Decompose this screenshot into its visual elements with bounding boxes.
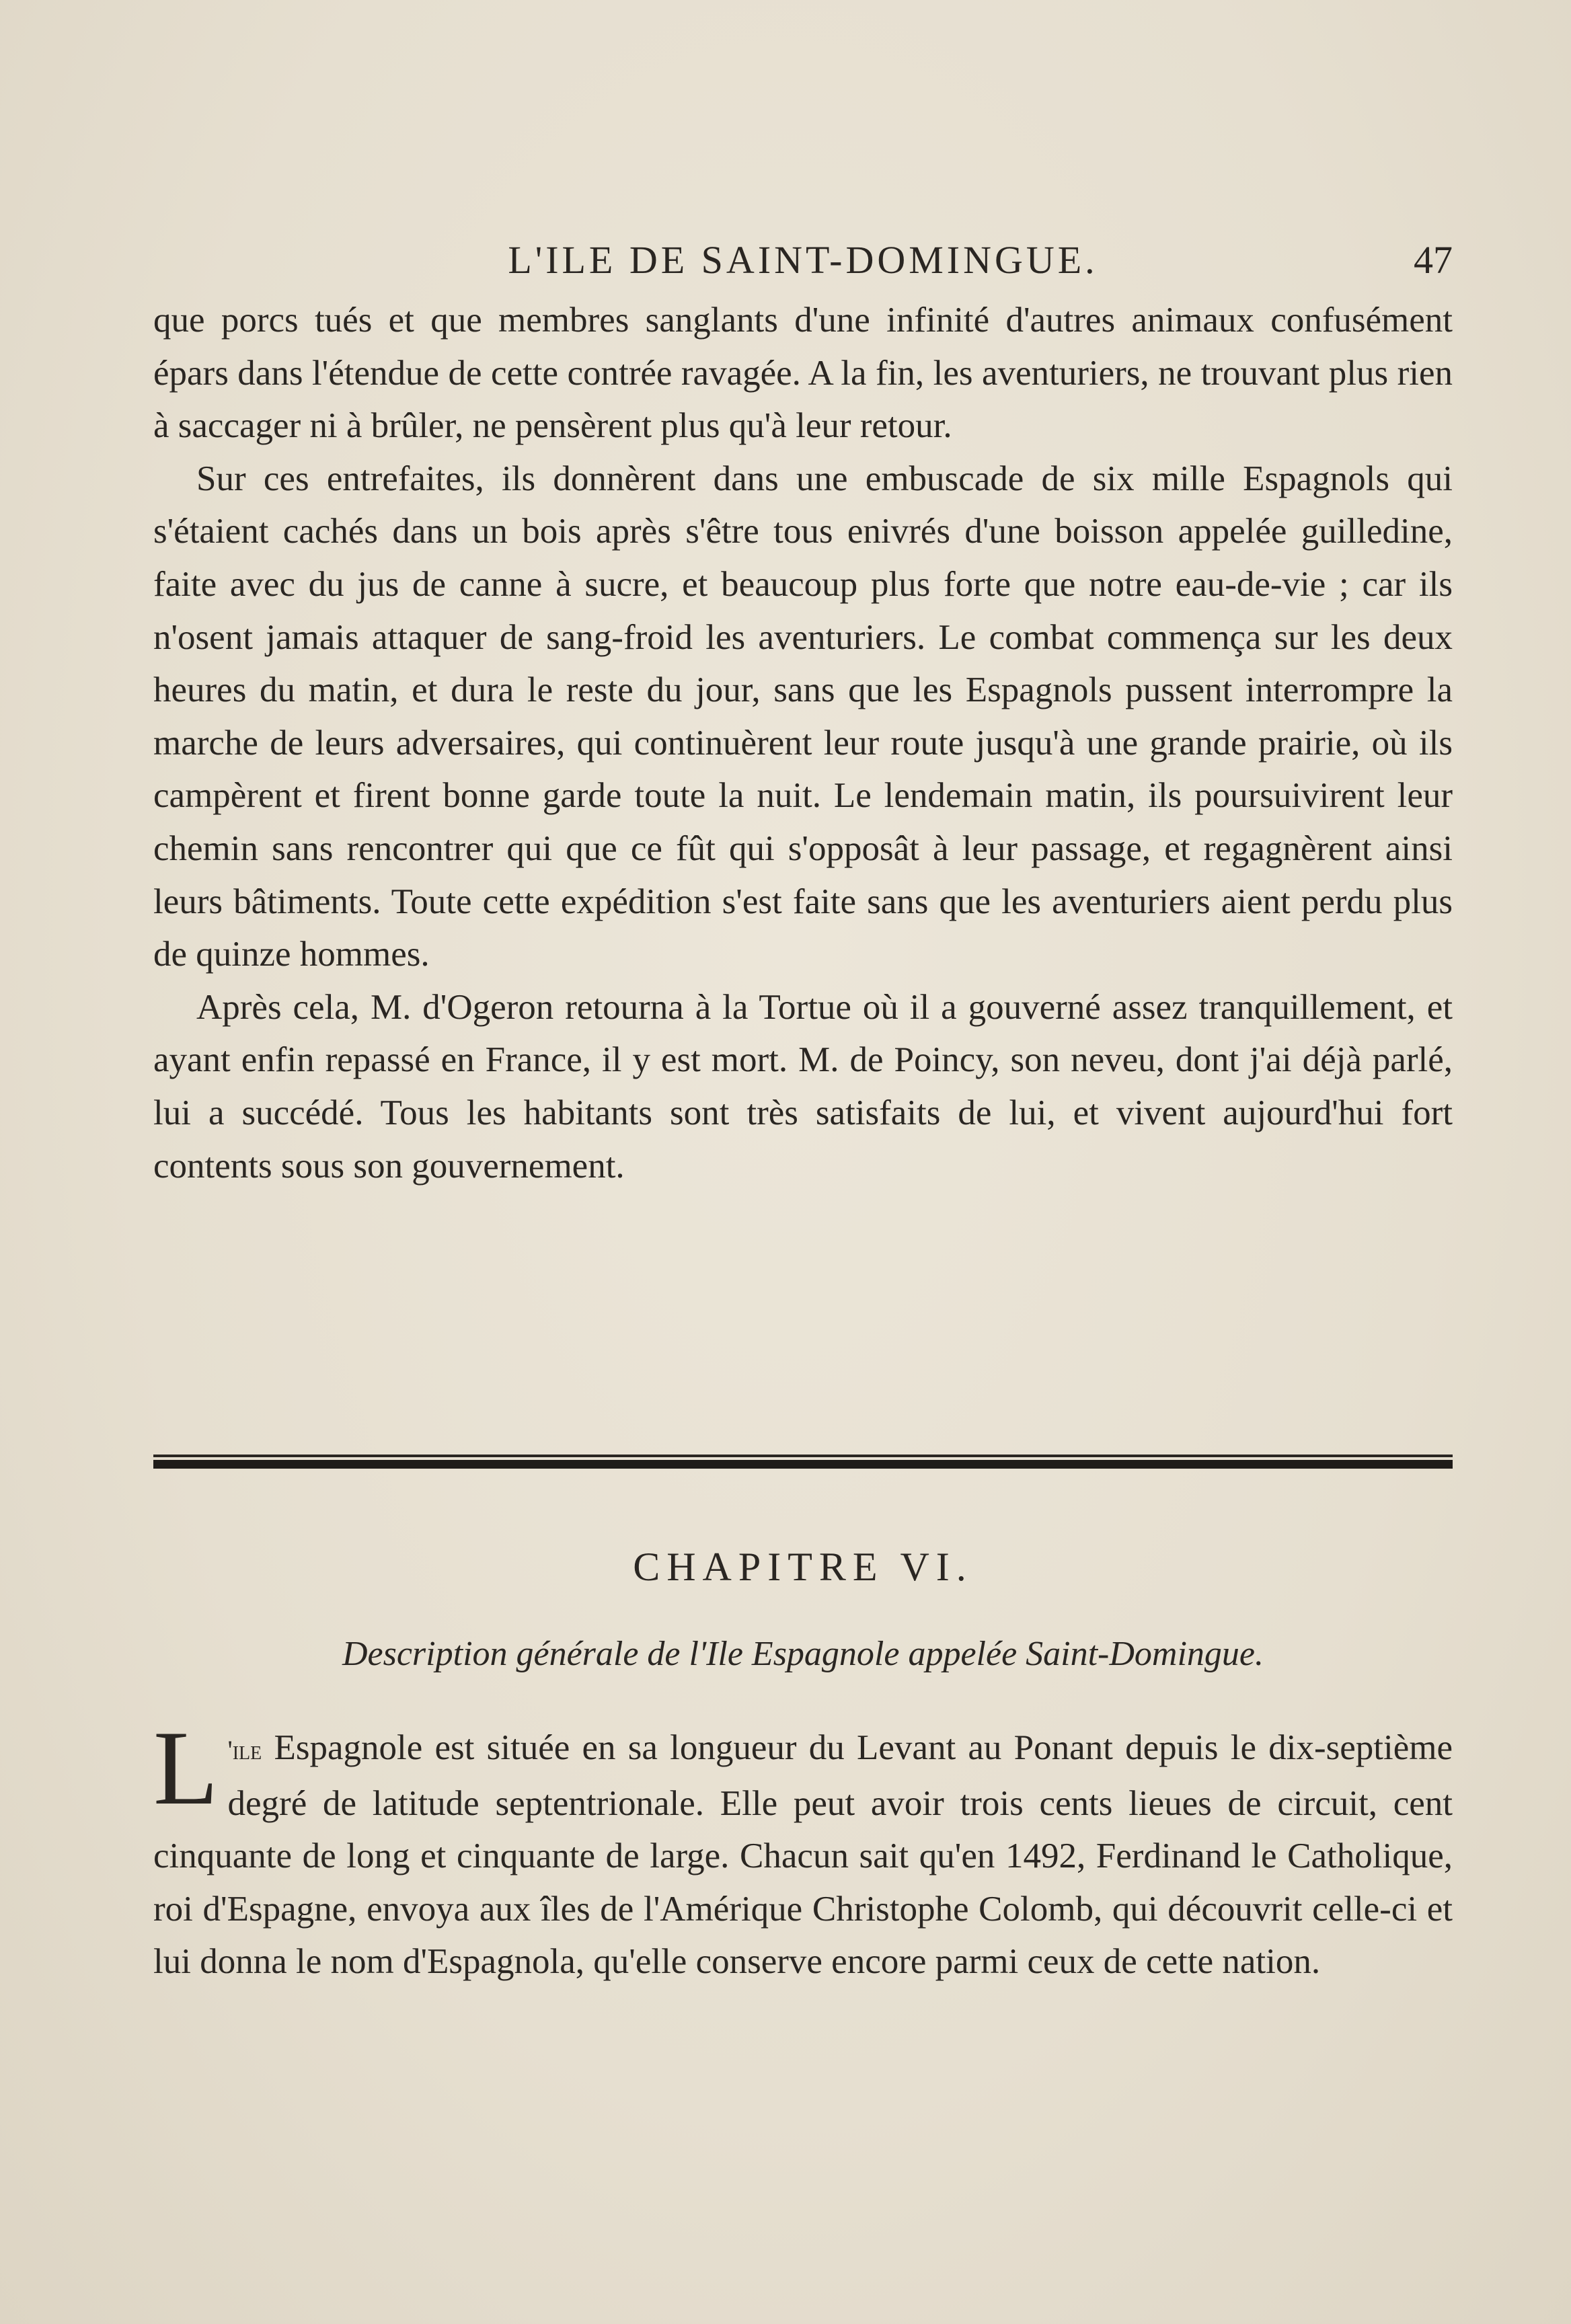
text-block (153, 294, 1453, 1192)
first-word: 'ile (227, 1735, 262, 1765)
paragraph-ogeron: Après cela, M. d'Ogeron retourna à la Tortue où il a gouverné assez tranquillement, et ayant enfin repassé en France, il y est mort. M. de Poincy, son neveu, dont j'ai déjà parlé, lui a succédé. Tous les habitants sont très satisfaits de lui, et vivent aujourd'hui fort contents sous son gouvernement. (153, 987, 1453, 1186)
running-head (153, 237, 1453, 284)
chapter-body (153, 1709, 1453, 1988)
chapter-title: CHAPITRE VI. (633, 1545, 973, 1589)
chapter-body-text: Espagnole est située en sa longueur du Levant au Ponant depuis le dix-septième degré de latitude septentrionale. Elle peut avoir trois cents lieues de circuit, cent cinquante de long et cinquante de large. Chacun sait qu'en 1492, Ferdinand le Catholique, roi d'Espagne, envoya aux îles de l'Amérique Christophe Colomb, qui découvrit celle-ci et lui donna le nom d'Espagnola, qu'elle conserve encore parmi ceux de cette nation. (153, 1728, 1453, 1982)
chapter-paragraph (153, 1709, 1453, 1988)
drop-cap: L (153, 1709, 219, 1827)
paragraph-ambush: Sur ces entrefaites, ils donnèrent dans une embuscade de six mille Espagnols qui s'étaient cachés dans un bois après s'être tous enivrés d'une boisson appelée guilledine, faite avec du jus de canne à sucre, et beaucoup plus forte que notre eau-de-vie ; car ils n'osent jamais attaquer de sang-froid les aventuriers. Le combat commença sur les deux heures du matin, et dura le reste du jour, sans que les Espagnols pussent interrompre la marche de leurs adversaires, qui continuèrent leur route jusqu'à une grande prairie, où ils campèrent et firent bonne garde toute la nuit. Le lendemain matin, ils poursuivirent leur chemin sans rencontrer qui que ce fût qui s'opposât à leur passage, et regagnèrent ainsi leurs bâtiments. Toute cette expédition s'est faite sans que les aventuriers aient perdu plus de quinze hommes. (153, 459, 1453, 974)
divider-thick-line (153, 1460, 1453, 1469)
chapter-subtitle: Description générale de l'Ile Espagnole appelée Saint-Domingue. (342, 1635, 1264, 1673)
section-divider (153, 1455, 1453, 1469)
paragraph-continuation: que porcs tués et que membres sanglants d'une infinité d'autres animaux confusément épars dans l'étendue de cette contrée ravagée. A la fin, les aventuriers, ne trouvant plus rien à saccager ni à brûler, ne pensèrent plus qu'à leur retour. (153, 301, 1453, 446)
page-number: 47 (1414, 238, 1453, 282)
running-title: L'ILE DE SAINT-DOMINGUE. (508, 238, 1098, 282)
